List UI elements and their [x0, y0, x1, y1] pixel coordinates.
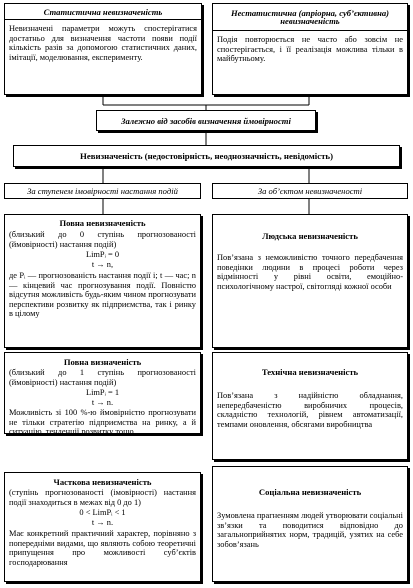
nonstatistical-uncertainty-box	[212, 3, 408, 95]
nonstatistical-uncertainty-title: Нестатистична (апріорна, суб’єктивна) невизначеність	[213, 4, 407, 31]
social-uncertainty-title: Соціальна невизначеність	[258, 487, 362, 497]
partial-uncertainty-box	[4, 472, 201, 582]
partial-uncertainty-formula: 0 < LimPᵢ < 1	[79, 508, 126, 517]
object-label: За об’єктом невизначеності	[257, 186, 363, 196]
human-uncertainty-title: Людська невизначеність	[262, 231, 358, 241]
social-uncertainty-text: Зумовлена прагненням людей утворювати соціальні зв’язки та поводитися відповідно до загальноприйнятих норм, традицій, узятих на себе зобов’язань	[217, 511, 403, 549]
nonstatistical-uncertainty-text: Подія повторюється не часто або зовсім не спостерігається, і її реалізація можлива тільки в майбутньому.	[217, 35, 403, 64]
human-uncertainty-text: Пов’язана з неможливістю точного передбачення поведінки людини в процесі роботи через відмінності у рівні освіти, емоційно-психологічному настрої, світогляді кожної особи	[217, 253, 403, 291]
determination-means-bar	[96, 110, 316, 131]
full-certainty-limit: t → n.	[91, 398, 114, 407]
full-uncertainty-limit: t → n,	[91, 260, 114, 269]
full-certainty-title: Повна визначеність	[63, 357, 142, 367]
full-certainty-box	[4, 352, 201, 437]
statistical-uncertainty-title: Статистична невизначеність	[5, 4, 201, 20]
full-uncertainty-formula: LimPᵢ = 0	[85, 250, 120, 259]
social-uncertainty-box	[212, 466, 408, 582]
probability-degree-label: За ступенем імовірності настання подій	[27, 186, 178, 196]
full-uncertainty-text: де Pᵢ — прогнозованість настання події i; t — час; n — кінцевий час прогнозування події. Повністю відсутня можливість будь-яким чином прогнозувати перспективи розвитку як підприємства, так і ринку в цілому	[9, 271, 196, 319]
human-uncertainty-box	[212, 214, 408, 348]
partial-uncertainty-limit: t → n.	[91, 518, 114, 527]
object-branch	[212, 183, 408, 199]
partial-uncertainty-title: Часткова невизначеність	[53, 477, 152, 487]
statistical-uncertainty-text: Невизначені параметри можуть спостерігатися достатньо для визначення частоти появи події кількість разів за допомогою статистичних даних, імітації, моделювання, експерименту.	[9, 24, 197, 62]
partial-uncertainty-text: Має конкретний практичний характер, порівняно з попередніми видами, що являють собою теоретичні припущення про можливості суб’єктів господарювання	[9, 529, 196, 567]
probability-degree-branch	[4, 183, 201, 199]
statistical-uncertainty-box	[4, 3, 202, 95]
full-certainty-desc: (близький до 1 ступінь прогнозованості (ймовірності) настання подій)	[9, 368, 196, 387]
uncertainty-main-label: Невизначеність (недостовірність, неоднозначність, невідомість)	[80, 151, 333, 161]
full-certainty-formula: LimPᵢ = 1	[85, 388, 120, 397]
partial-uncertainty-desc: (ступінь прогнозованості (імовірності) настання події знаходиться в межах від 0 до 1)	[9, 488, 196, 507]
determination-means-label: Залежно від засобів визначення ймовірності	[121, 115, 291, 126]
full-uncertainty-box	[4, 214, 201, 348]
uncertainty-main-bar	[13, 145, 400, 167]
full-certainty-text: Можливість зі 100 %-ю ймовірністю прогнозувати не тільки стратегію підприємства на ринку, а й ситуацію, тенденції розвитку тощо	[9, 408, 196, 437]
full-uncertainty-desc: (близький до 0 ступінь прогнозованості (ймовірності) настання подій)	[9, 230, 196, 249]
full-uncertainty-title: Повна невизначеність	[59, 218, 146, 228]
technical-uncertainty-text: Пов’язана з надійністю обладнання, непередбаченістю виробничих процесів, складністю технологій, рівнем автоматизації, темпами оновлення, обсягами виробництва	[217, 391, 403, 429]
technical-uncertainty-title: Технічна невизначеність	[261, 367, 359, 377]
technical-uncertainty-box	[212, 352, 408, 460]
